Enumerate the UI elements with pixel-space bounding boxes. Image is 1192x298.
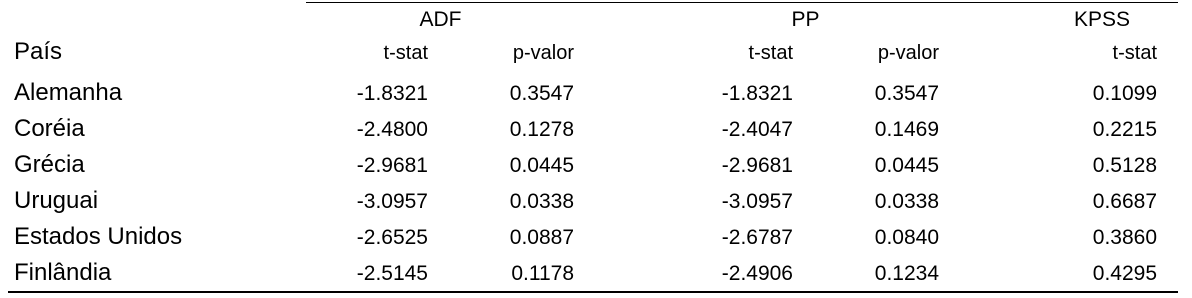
row-label-country: Coréia [14,115,85,142]
row-label-country: Alemanha [14,79,123,106]
table-cell-adf-tstat: -2.6525 [356,226,428,249]
table-cell-pp-tstat: -3.0957 [721,190,793,213]
table-cell-pp-pvalor: 0.0338 [874,190,939,213]
table-cell-pp-pvalor: 0.0840 [874,226,939,249]
unit-root-test-table [8,0,1178,298]
table-cell-pp-pvalor: 0.1469 [874,118,939,141]
table-cell-kpss-tstat: 0.6687 [1092,190,1157,213]
subheader-adf-tstat: t-stat [383,42,428,64]
table-cell-pp-tstat: -2.9681 [721,154,793,177]
table-cell-pp-tstat: -2.4906 [721,262,793,285]
table-cell-pp-tstat: -1.8321 [721,82,793,105]
header-top-rule [306,2,1178,3]
table-cell-adf-tstat: -3.0957 [356,190,428,213]
table-cell-pp-pvalor: 0.0445 [874,154,939,177]
table-cell-adf-pvalor: 0.1178 [511,262,574,285]
table-cell-pp-tstat: -2.6787 [721,226,793,249]
group-header-kpss: KPSS [1073,8,1131,31]
table-cell-adf-tstat: -1.8321 [356,82,428,105]
row-label-country: Uruguai [14,187,99,214]
table-bottom-rule [8,291,1178,293]
subheader-pp-tstat: t-stat [748,42,793,64]
table-cell-pp-tstat: -2.4047 [721,118,793,141]
subheader-adf-pvalor: p-valor [512,42,574,64]
table-cell-adf-tstat: -2.5145 [356,262,428,285]
row-label-country: Estados Unidos [14,223,183,250]
table-cell-adf-pvalor: 0.3547 [509,82,574,105]
table-cell-adf-pvalor: 0.1278 [509,118,574,141]
table-cell-kpss-tstat: 0.2215 [1092,118,1157,141]
table-cell-pp-pvalor: 0.1234 [874,262,939,285]
table-cell-adf-pvalor: 0.0338 [509,190,574,213]
table-cell-kpss-tstat: 0.5128 [1092,154,1157,177]
table-cell-adf-pvalor: 0.0887 [509,226,574,249]
table-cell-adf-tstat: -2.9681 [356,154,428,177]
group-header-pp: PP [791,8,820,31]
group-header-adf: ADF [419,8,462,31]
table-cell-adf-tstat: -2.4800 [356,118,428,141]
column-header-country: País [14,38,63,65]
table-cell-kpss-tstat: 0.4295 [1092,262,1157,285]
row-label-country: Grécia [14,151,85,178]
table-cell-adf-pvalor: 0.0445 [509,154,574,177]
subheader-pp-pvalor: p-valor [877,42,939,64]
table-cell-kpss-tstat: 0.1099 [1092,82,1157,105]
table-cell-kpss-tstat: 0.3860 [1092,226,1157,249]
table-cell-pp-pvalor: 0.3547 [874,82,939,105]
subheader-kpss-tstat: t-stat [1112,42,1157,64]
row-label-country: Finlândia [14,259,112,286]
